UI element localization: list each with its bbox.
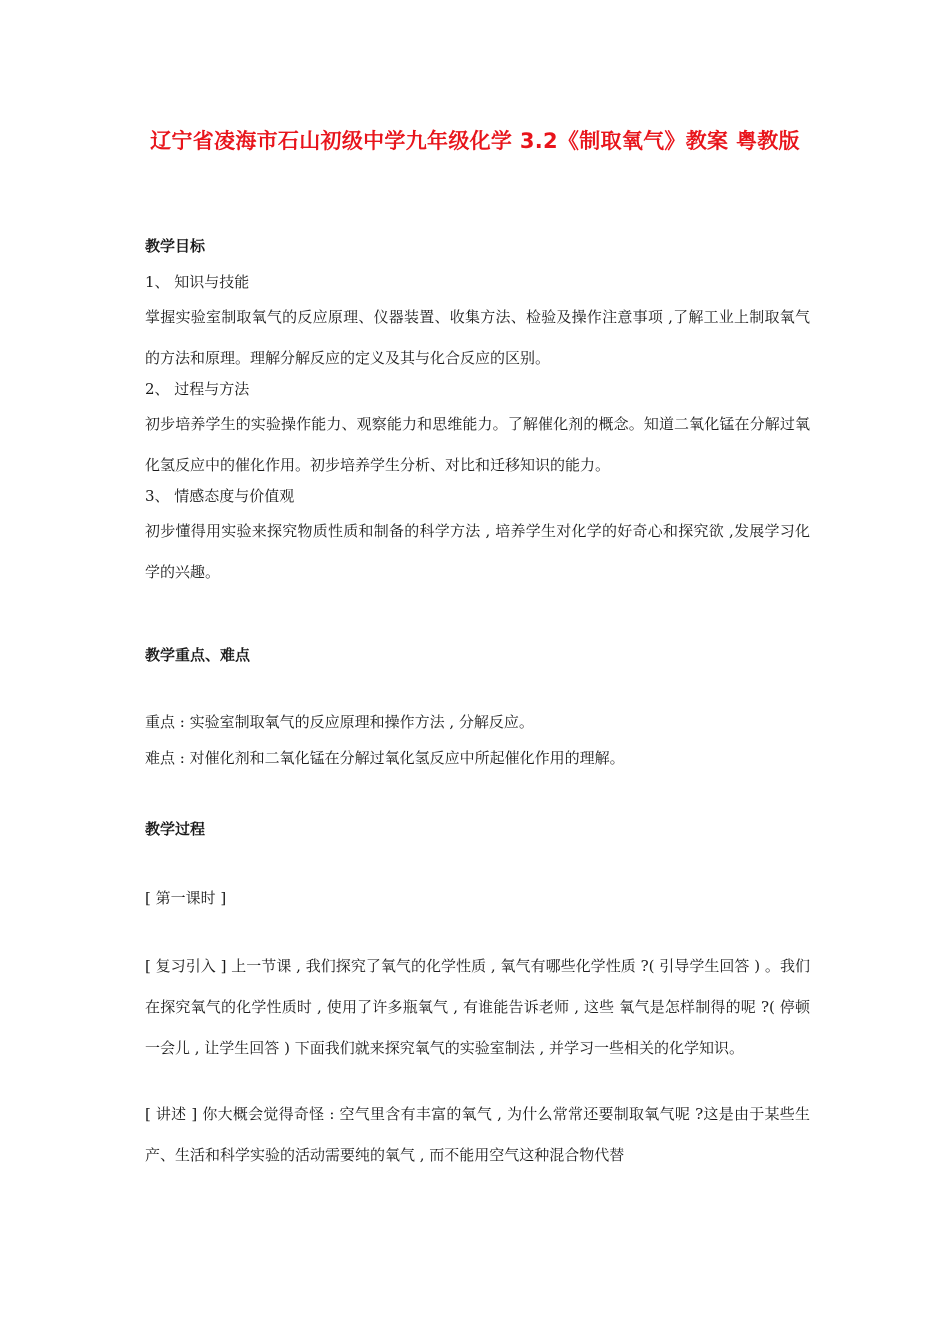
document-title: 辽宁省凌海市石山初级中学九年级化学 3.2《制取氧气》教案 粤教版 xyxy=(150,129,800,153)
key-point: 重点 : 实验室制取氧气的反应原理和操作方法 , 分解反应。 xyxy=(145,713,534,731)
review-paragraph: [ 复习引入 ] 上一节课 , 我们探究了氧气的化学性质 , 氧气有哪些化学性质 ?( 引导学生回答 ) 。我们在探究氧气的化学性质时 , 使用了许多瓶氧气 , 有谁能告诉老师 , 这些 氧气是怎样制得的呢 ?( 停顿一会儿 , 让学生回答 ) 下面我们就来探究氧气的实验室制法 , 并学习一些相关的化学知识。 xyxy=(145,957,810,1057)
objective-1-title: 1、 知识与技能 xyxy=(145,273,250,291)
objective-2-text: 初步培养学生的实验操作能力、观察能力和思维能力。了解催化剂的概念。知道二氧化锰在分解过氧化氢反应中的催化作用。初步培养学生分析、对比和迁移知识的能力。 xyxy=(145,415,810,474)
objectives-section xyxy=(145,232,810,593)
process-section xyxy=(145,815,810,1176)
lecture-paragraph: [ 讲述 ] 你大概会觉得奇怪 : 空气里含有丰富的氧气 , 为什么常常还要制取氧气呢 ?这是由于某些生产、生活和科学实验的活动需要纯的氧气 , 而不能用空气这种混合物代替 xyxy=(145,1105,810,1164)
objective-3-title: 3、 情感态度与价值观 xyxy=(145,487,295,505)
difficult-point: 难点 : 对催化剂和二氧化锰在分解过氧化氢反应中所起催化作用的理解。 xyxy=(145,749,625,767)
objective-3-text: 初步懂得用实验来探究物质性质和制备的科学方法 , 培养学生对化学的好奇心和探究欲 ,发展学习化学的兴趣。 xyxy=(145,522,810,581)
keypoints-section xyxy=(145,641,810,772)
objective-1-text: 掌握实验室制取氧气的反应原理、仪器装置、收集方法、检验及操作注意事项 ,了解工业上制取氧气的方法和原理。理解分解反应的定义及其与化合反应的区别。 xyxy=(145,308,810,367)
objectives-heading: 教学目标 xyxy=(145,237,206,255)
keypoints-heading: 教学重点、难点 xyxy=(145,646,251,664)
process-heading: 教学过程 xyxy=(145,820,206,838)
objective-2-title: 2、 过程与方法 xyxy=(145,380,250,398)
lesson-label: [ 第一课时 ] xyxy=(145,889,227,907)
